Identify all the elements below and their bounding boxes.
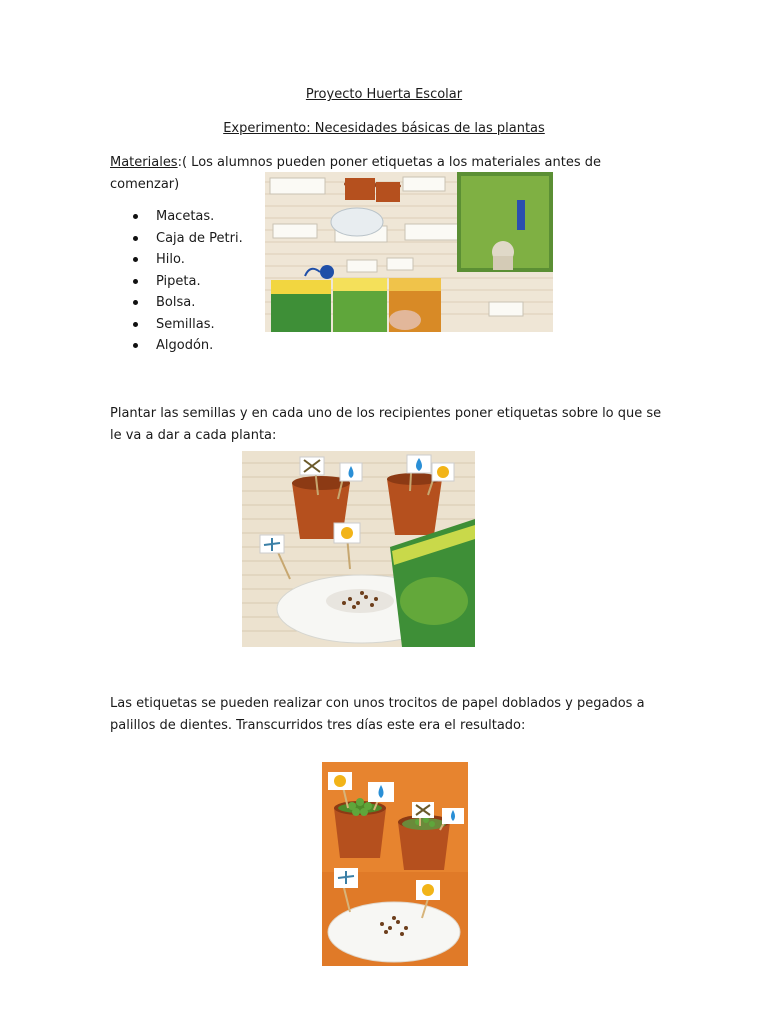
result-photo: [322, 762, 468, 966]
document-title: Proyecto Huerta Escolar: [305, 87, 463, 102]
list-item: Semillas.: [128, 314, 243, 336]
list-item: Macetas.: [128, 206, 243, 228]
materials-photo: [265, 172, 553, 332]
labels-paragraph: Las etiquetas se pueden realizar con unos trocitos de papel doblados y pegados a palillos de dientes. Transcurridos tres días este era el resultado:: [110, 696, 645, 733]
list-item: Bolsa.: [128, 292, 243, 314]
materials-intro-text: :( Los alumnos pueden poner etiquetas a los materiales antes de comenzar): [110, 155, 602, 192]
list-item: Pipeta.: [128, 271, 243, 293]
list-item: Hilo.: [128, 249, 243, 271]
planting-paragraph: Plantar las semillas y en cada uno de los recipientes poner etiquetas sobre lo que se le va a dar a cada planta:: [110, 406, 662, 443]
planting-photo: [242, 451, 475, 647]
list-item: Caja de Petri.: [128, 228, 243, 250]
document-subtitle: Experimento: Necesidades básicas de las plantas: [223, 121, 545, 136]
list-item: Algodón.: [128, 335, 243, 357]
materials-list: [128, 206, 243, 357]
materials-label: Materiales: [110, 155, 178, 170]
